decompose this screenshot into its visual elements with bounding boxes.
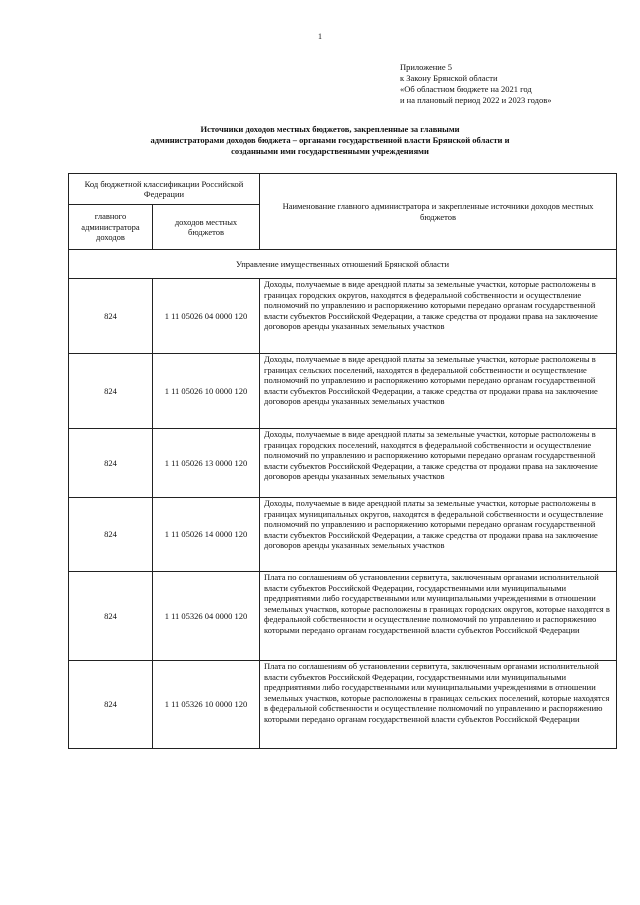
- header-local-budgets: доходов местных бюджетов: [153, 205, 260, 250]
- appendix-line: Приложение 5: [400, 62, 452, 72]
- document-title: [120, 124, 540, 157]
- page-number: 1: [318, 32, 322, 41]
- table-row: [69, 429, 617, 498]
- appendix-block: [400, 62, 552, 106]
- section-heading: Управление имущественных отношений Брянской области: [69, 250, 617, 279]
- revenue-code-cell: 1 11 05326 10 0000 120: [153, 661, 260, 749]
- admin-code-cell: 824: [69, 354, 153, 429]
- revenue-name-cell: Плата по соглашениям об установлении сервитута, заключенным органами исполнительной власти субъектов Российской Федерации, государственными или муниципальными предприятиями либо государственными или муниципальными учреждениями в отношении земельных участков, которые расположены в границах сельских поселений, которые находятся в федеральной собственности и осуществление полномочий по управлению и распоряжению которыми передано органам государственной власти субъектов Российской Федерации: [260, 661, 617, 749]
- appendix-line: и на плановый период 2022 и 2023 годов»: [400, 95, 552, 105]
- revenue-name-cell: Доходы, получаемые в виде арендной платы за земельные участки, которые расположены в границах городских поселений, находятся в федеральной собственности и осуществление полномочий по управлению и распоряжению которыми передано органам государственной власти субъектов Российской Федерации, а также средства от продажи права на заключение договоров аренды указанных земельных участков: [260, 429, 617, 498]
- table-row: [69, 661, 617, 749]
- table-row: [69, 279, 617, 354]
- header-admin: главного администратора доходов: [69, 205, 153, 250]
- header-budget-code: Код бюджетной классификации Российской Федерации: [69, 174, 260, 205]
- table-row: [69, 572, 617, 661]
- admin-code-cell: 824: [69, 279, 153, 354]
- revenue-sources-table: [68, 173, 617, 749]
- revenue-code-cell: 1 11 05326 04 0000 120: [153, 572, 260, 661]
- appendix-line: к Закону Брянской области: [400, 73, 498, 83]
- revenue-name-cell: Плата по соглашениям об установлении сервитута, заключенным органами исполнительной власти субъектов Российской Федерации, государственными или муниципальными предприятиями либо государственными или муниципальными учреждениями в отношении земельных участков, которые расположены в границах городских округов, которые находятся в федеральной собственности и осуществление полномочий по управлению и распоряжению которыми передано органам государственной власти субъектов Российской Федерации: [260, 572, 617, 661]
- revenue-code-cell: 1 11 05026 14 0000 120: [153, 498, 260, 572]
- admin-code-cell: 824: [69, 572, 153, 661]
- revenue-code-cell: 1 11 05026 04 0000 120: [153, 279, 260, 354]
- admin-code-cell: 824: [69, 498, 153, 572]
- revenue-code-cell: 1 11 05026 13 0000 120: [153, 429, 260, 498]
- title-line: созданными ими государственными учреждениями: [231, 146, 429, 156]
- revenue-name-cell: Доходы, получаемые в виде арендной платы за земельные участки, которые расположены в границах муниципальных округов, находятся в федеральной собственности и осуществление полномочий по управлению и распоряжению которыми передано органам государственной власти субъектов Российской Федерации, а также средства от продажи права на заключение договоров аренды указанных земельных участков: [260, 498, 617, 572]
- table-row: [69, 498, 617, 572]
- appendix-line: «Об областном бюджете на 2021 год: [400, 84, 532, 94]
- admin-code-cell: 824: [69, 661, 153, 749]
- title-line: Источники доходов местных бюджетов, закрепленные за главными: [200, 124, 460, 134]
- title-line: администраторами доходов бюджета – органами государственной власти Брянской области и: [150, 135, 510, 145]
- admin-code-cell: 824: [69, 429, 153, 498]
- header-name: Наименование главного администратора и закрепленные источники доходов местных бюджетов: [260, 174, 617, 250]
- revenue-code-cell: 1 11 05026 10 0000 120: [153, 354, 260, 429]
- table-row: [69, 354, 617, 429]
- revenue-name-cell: Доходы, получаемые в виде арендной платы за земельные участки, которые расположены в границах городских округов, находятся в федеральной собственности и осуществление полномочий по управлению и распоряжению которыми передано органам государственной власти субъектов Российской Федерации, а также средства от продажи права на заключение договоров аренды указанных земельных участков: [260, 279, 617, 354]
- revenue-name-cell: Доходы, получаемые в виде арендной платы за земельные участки, которые расположены в границах сельских поселений, находятся в федеральной собственности и осуществление полномочий по управлению и распоряжению которыми передано органам государственной власти субъектов Российской Федерации, а также средства от продажи права на заключение договоров аренды указанных земельных участков: [260, 354, 617, 429]
